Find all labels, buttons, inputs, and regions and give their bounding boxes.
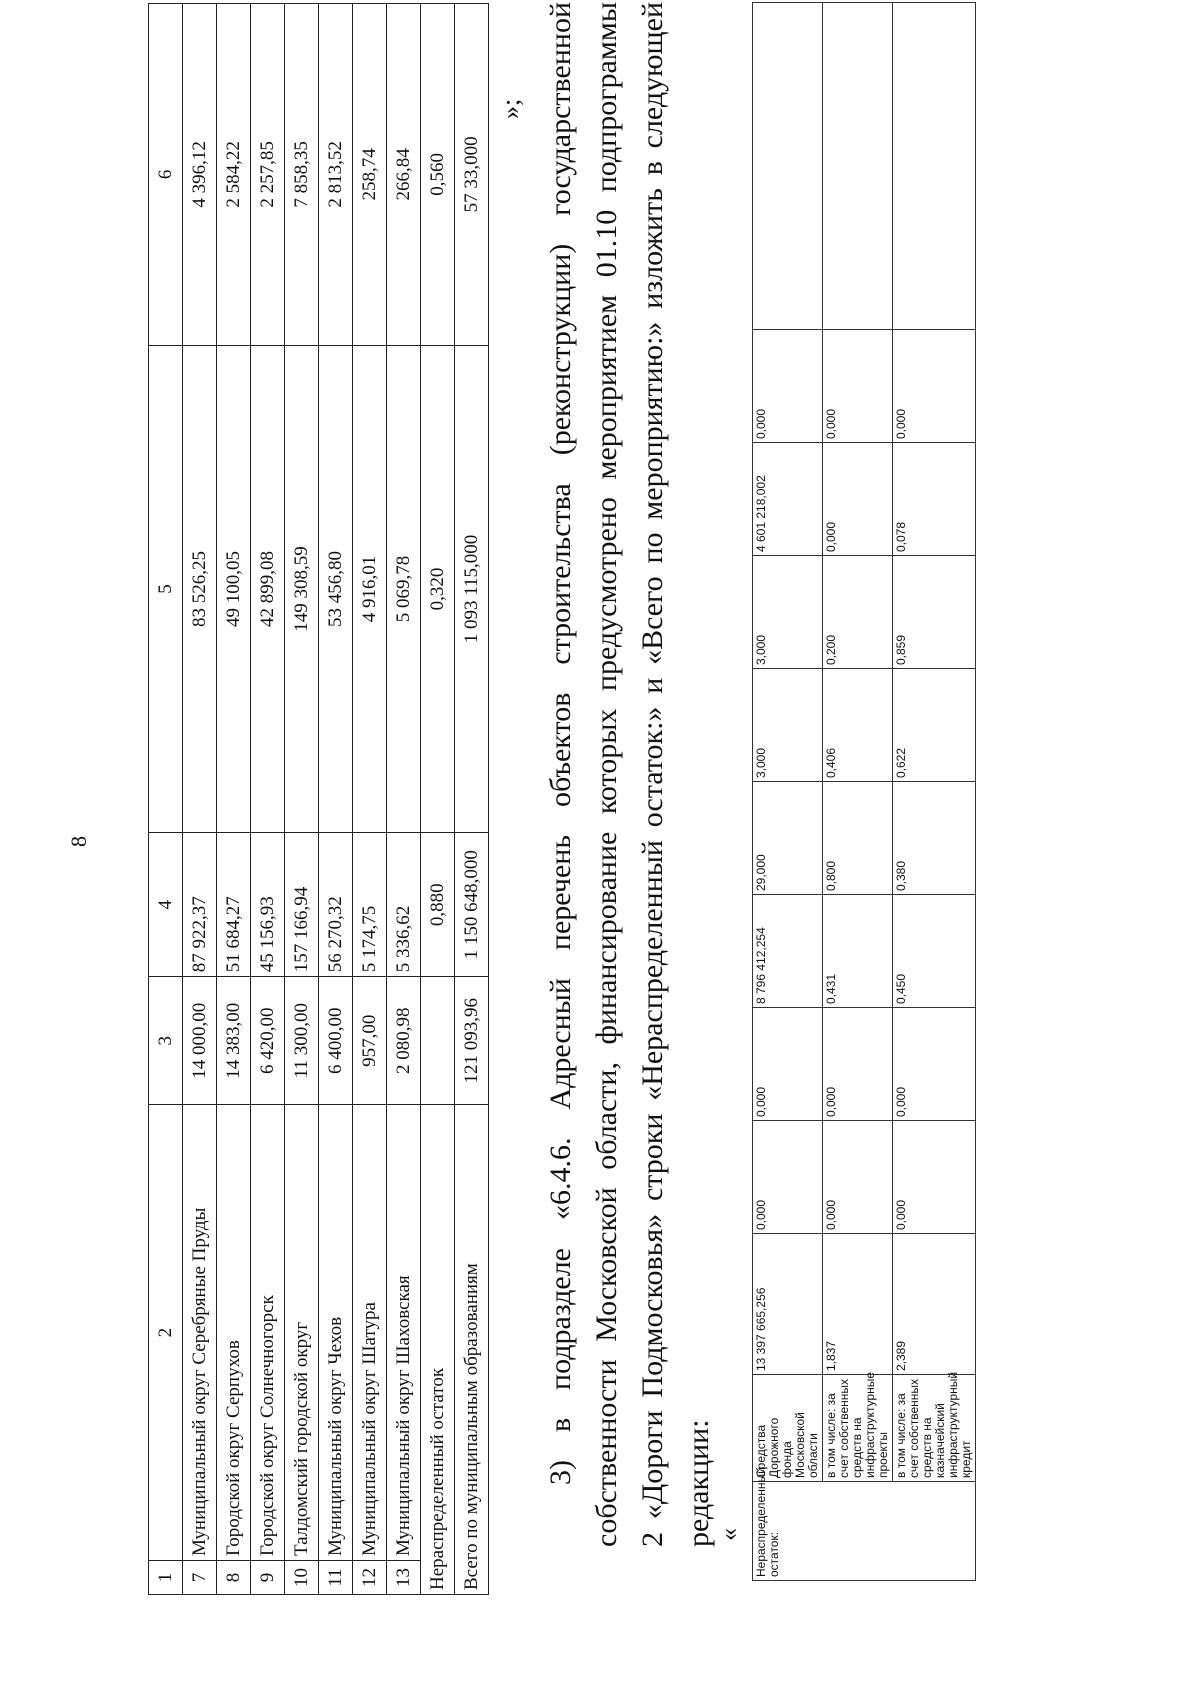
value-cell: 0,000	[893, 1008, 976, 1121]
value-cell: 4 916,01	[353, 345, 387, 833]
value-cell: 8 796 412,254	[753, 895, 823, 1008]
value-cell: 3,000	[753, 669, 823, 782]
value-cell: 0,000	[823, 330, 893, 443]
value-cell: 0,000	[753, 1008, 823, 1121]
page-number: 8	[66, 836, 91, 847]
table-row	[753, 3, 823, 1581]
value-cell: 5 174,75	[353, 833, 387, 977]
row-number: 8	[217, 1561, 251, 1595]
closing-quote-mark: »;	[496, 98, 525, 119]
municipality-name: Талдомский городской округ	[285, 1105, 319, 1561]
value-cell: 0,560	[421, 4, 455, 346]
value-cell: 14 000,00	[183, 977, 217, 1105]
value-cell: 1 150 648,000	[455, 833, 489, 977]
road-fund-remainder-table	[752, 2, 976, 1581]
value-cell: 0,000	[753, 330, 823, 443]
row-number: 10	[285, 1561, 319, 1595]
value-cell: 45 156,93	[251, 833, 285, 977]
value-cell: 0,880	[421, 833, 455, 977]
paragraph-line: собственности Московской области, финансирование которых предусмотрено мероприятием 01.10 подпрограммы	[590, 2, 623, 1547]
value-cell: 5 069,78	[387, 345, 421, 833]
table-row	[387, 4, 421, 1595]
value-cell: 56 270,32	[319, 833, 353, 977]
value-cell: 0,000	[893, 1121, 976, 1234]
funding-source: в том числе: за счет собственных средств на инфраструктурные проекты	[823, 1375, 893, 1482]
value-cell: 51 684,27	[217, 833, 251, 977]
municipality-name: Муниципальный округ Чехов	[319, 1105, 353, 1561]
row-number: 9	[251, 1561, 285, 1595]
municipality-name: Городской округ Солнечногорск	[251, 1105, 285, 1561]
table-header-row	[149, 4, 183, 1595]
value-cell: 0,000	[753, 1121, 823, 1234]
value-cell: 0,000	[823, 1008, 893, 1121]
table-row	[319, 4, 353, 1595]
summary-row	[455, 4, 489, 1595]
row-number: 12	[353, 1561, 387, 1595]
row-label: Нераспределенный остаток:	[753, 1482, 976, 1581]
paragraph-line: 2 «Дороги Подмосковья» строки «Нераспределенный остаток:» и «Всего по мероприятию:» изложить в следующей	[636, 2, 669, 1547]
funding-source: Средства Дорожного фонда Московской области	[753, 1375, 823, 1482]
value-cell: 1 093 115,000	[455, 345, 489, 833]
summary-row	[421, 4, 455, 1595]
value-cell: 4 396,12	[183, 4, 217, 346]
value-cell: 258,74	[353, 4, 387, 346]
value-cell: 0,078	[893, 443, 976, 556]
value-cell: 49 100,05	[217, 345, 251, 833]
value-cell: 0,622	[893, 669, 976, 782]
funding-source: в том числе: за счет собственных средств на казначейский инфраструктурный кредит	[893, 1375, 976, 1482]
value-cell: 0,200	[823, 556, 893, 669]
empty-cell	[753, 3, 823, 330]
value-cell: 2 257,85	[251, 4, 285, 346]
row-number: 13	[387, 1561, 421, 1595]
value-cell: 42 899,08	[251, 345, 285, 833]
value-cell: 266,84	[387, 4, 421, 346]
amendment-paragraph	[538, 2, 722, 1547]
value-cell: 7 858,35	[285, 4, 319, 346]
value-cell: 57 33,000	[455, 4, 489, 346]
value-cell: 0,406	[823, 669, 893, 782]
row-number: 7	[183, 1561, 217, 1595]
value-cell: 2,389	[893, 1234, 976, 1375]
value-cell: 14 383,00	[217, 977, 251, 1105]
value-cell: 1,837	[823, 1234, 893, 1375]
empty-cell	[823, 3, 893, 330]
value-cell: 2 813,52	[319, 4, 353, 346]
municipality-name: Муниципальный округ Серебряные Пруды	[183, 1105, 217, 1561]
value-cell: 83 526,25	[183, 345, 217, 833]
value-cell: 0,800	[823, 782, 893, 895]
value-cell: 0,450	[893, 895, 976, 1008]
header-cell: 6	[149, 4, 183, 346]
table-row	[353, 4, 387, 1595]
value-cell: 2 080,98	[387, 977, 421, 1105]
value-cell: 5 336,62	[387, 833, 421, 977]
paragraph-line: редакции:	[682, 1419, 715, 1547]
value-cell: 53 456,80	[319, 345, 353, 833]
value-cell: 4 601 218,002	[753, 443, 823, 556]
value-cell: 0,859	[893, 556, 976, 669]
summary-label: Нераспределенный остаток	[421, 1105, 455, 1595]
value-cell: 29,000	[753, 782, 823, 895]
value-cell: 149 308,59	[285, 345, 319, 833]
empty-cell	[893, 3, 976, 330]
opening-quote-mark: «	[714, 1528, 743, 1541]
table-row	[183, 4, 217, 1595]
header-cell: 1	[149, 1561, 183, 1595]
municipality-name: Муниципальный округ Шаховская	[387, 1105, 421, 1561]
value-cell: 157 166,94	[285, 833, 319, 977]
municipality-name: Муниципальный округ Шатура	[353, 1105, 387, 1561]
value-cell: 87 922,37	[183, 833, 217, 977]
value-cell	[421, 977, 455, 1105]
header-cell: 3	[149, 977, 183, 1105]
paragraph-line: 3) в подразделе «6.4.6. Адресный перечень объектов строительства (реконструкции) государственной	[544, 2, 577, 1485]
summary-label: Всего по муниципальным образованиям	[455, 1105, 489, 1595]
table-row	[251, 4, 285, 1595]
value-cell: 3,000	[753, 556, 823, 669]
header-cell: 2	[149, 1105, 183, 1561]
municipal-funding-table	[148, 3, 489, 1595]
value-cell: 121 093,96	[455, 977, 489, 1105]
table-row	[285, 4, 319, 1595]
value-cell: 0,431	[823, 895, 893, 1008]
header-cell: 5	[149, 345, 183, 833]
table-row	[217, 4, 251, 1595]
value-cell: 0,000	[823, 1121, 893, 1234]
municipality-name: Городской округ Серпухов	[217, 1105, 251, 1561]
value-cell: 6 420,00	[251, 977, 285, 1105]
table-row	[823, 3, 893, 1581]
value-cell: 0,000	[893, 330, 976, 443]
value-cell: 0,000	[823, 443, 893, 556]
value-cell: 13 397 665,256	[753, 1234, 823, 1375]
value-cell: 957,00	[353, 977, 387, 1105]
value-cell: 0,380	[893, 782, 976, 895]
header-cell: 4	[149, 833, 183, 977]
value-cell: 11 300,00	[285, 977, 319, 1105]
value-cell: 2 584,22	[217, 4, 251, 346]
table-row	[893, 3, 976, 1581]
value-cell: 0,320	[421, 345, 455, 833]
value-cell: 6 400,00	[319, 977, 353, 1105]
row-number: 11	[319, 1561, 353, 1595]
